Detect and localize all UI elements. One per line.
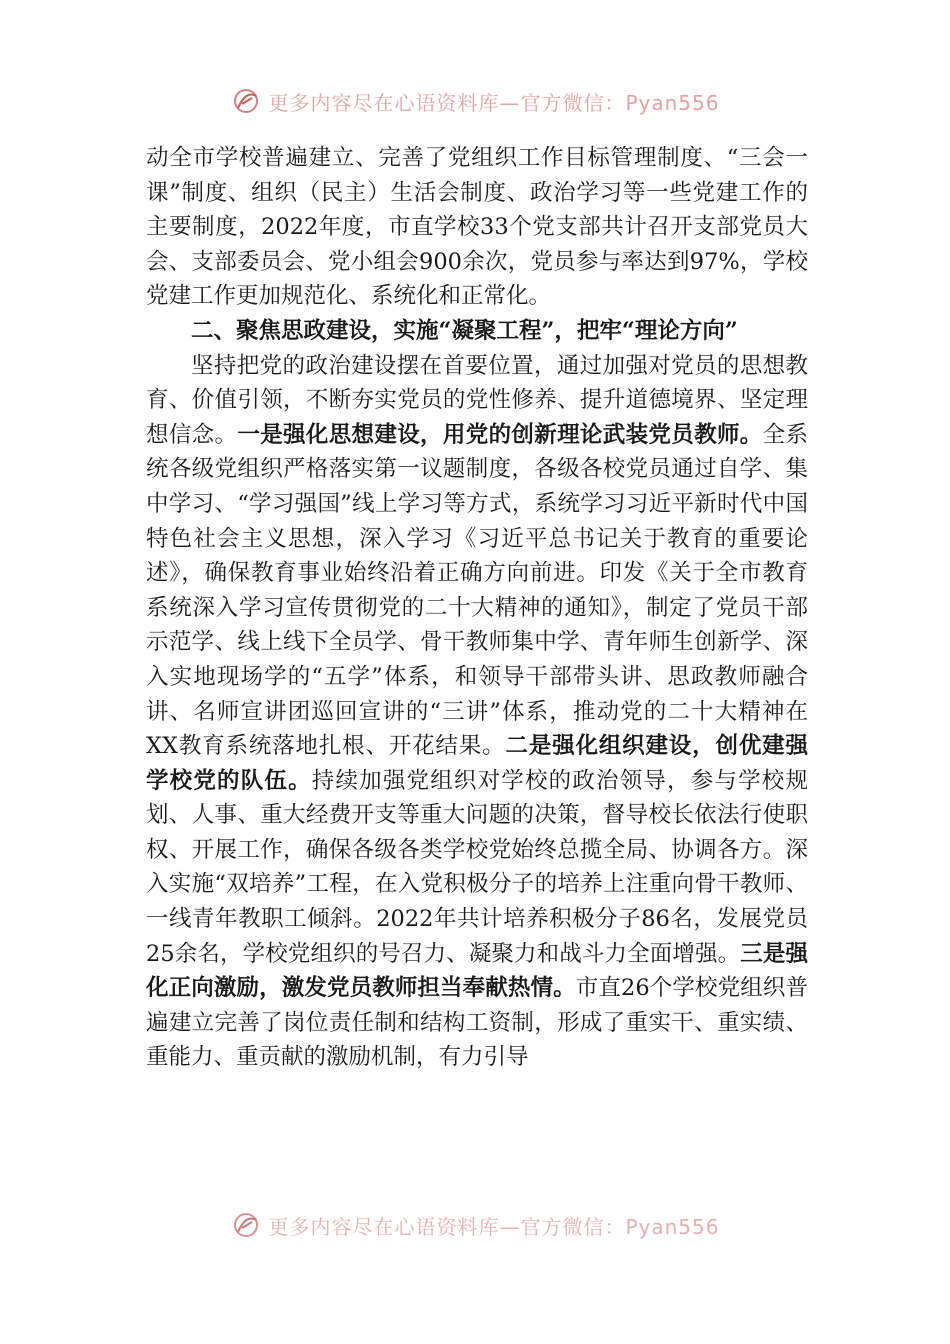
watermark-header: [0, 86, 950, 116]
paragraph-text: 市直26个学校党组织普遍建立完善了岗位责任制和结构工资制，形成了重实干、重实绩、重能力、重贡献的激励机制，有力引导: [146, 975, 808, 1071]
watermark-footer: [0, 1210, 950, 1240]
logo-icon: [230, 86, 264, 116]
watermark-text: 更多内容尽在心语资料库—官方微信：Pyan556: [268, 90, 720, 115]
bold-lead: 一是强化思想建设，用党的创新理论武装党员教师。: [237, 421, 763, 448]
watermark-text: 更多内容尽在心语资料库—官方微信：Pyan556: [268, 1214, 720, 1239]
bold-lead: 二是强化组织建设，创优建强学校党的队伍。: [146, 733, 808, 794]
paragraph: [146, 349, 808, 1075]
document-body: [146, 141, 808, 1075]
paragraph-text: 全系统各级党组织严格落实第一议题制度，各级各校党员通过自学、集中学习、“学习强国”线上学习等方式，系统学习习近平新时代中国特色社会主义思想，深入学习《习近平总书记关于教育的重要论述》，确保教育事业始终沿着正确方向前进。印发《关于全市教育系统深入学习宣传贯彻党的二十大精神的通知》，制定了党员干部示范学、线上线下全员学、骨干教师集中学、青年师生创新学、深入实地现场学的“五学”体系，和领导干部带头讲、思政教师融合讲、名师宣讲团巡回宣讲的“三讲”体系，推动党的二十大精神在XX教育系统落地扎根、开花结果。: [146, 421, 808, 760]
section-heading: 二、聚焦思政建设，实施“凝聚工程”，把牢“理论方向”: [191, 317, 738, 344]
bold-lead: 三是强化正向激励，激发党员教师担当奉献热情。: [146, 940, 808, 1002]
paragraph-text: 坚持把党的政治建设摆在首要位置，通过加强对党员的思想教育、价值引领，不断夯实党员的党性修养、提升道德境界、坚定理想信念。: [146, 352, 808, 448]
logo-icon: [230, 1210, 264, 1240]
paragraph: 动全市学校普遍建立、完善了党组织工作目标管理制度、“三会一课”制度、组织（民主）生活会制度、政治学习等一些党建工作的主要制度，2022年度，市直学校33个党支部共计召开支部党员大会、支部委员会、党小组会900余次，党员参与率达到97%，学校党建工作更加规范化、系统化和正常化。: [146, 145, 808, 310]
paragraph-text: 持续加强党组织对学校的政治领导，参与学校规划、人事、重大经费开支等重大问题的决策，督导校长依法行使职权、开展工作，确保各级各类学校党始终总揽全局、协调各方。深入实施“双培养”工程，在入党积极分子的培养上注重向骨干教师、一线青年教职工倾斜。2022年共计培养积极分子86名，发展党员25余名，学校党组织的号召力、凝聚力和战斗力全面增强。: [146, 767, 808, 967]
